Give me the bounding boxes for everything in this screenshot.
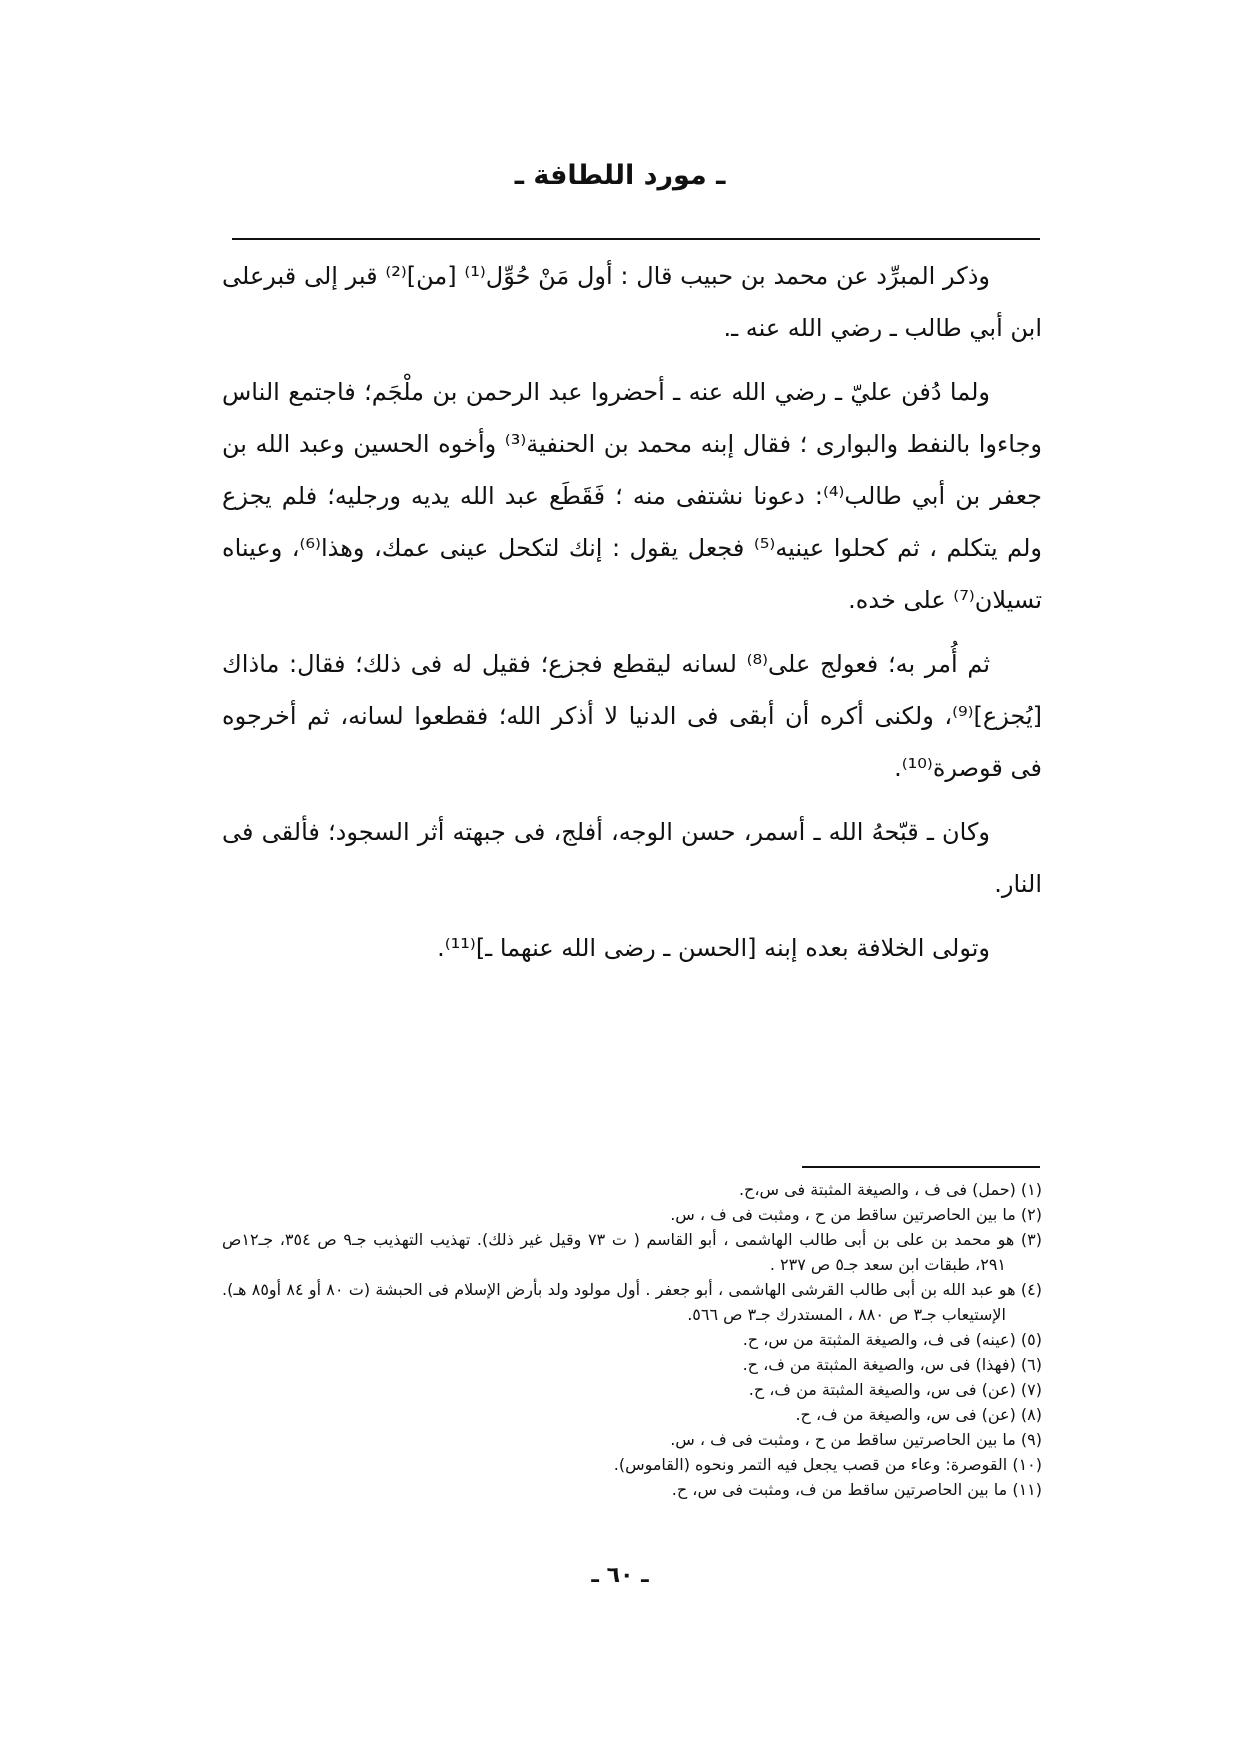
paragraph: وكان ـ قبّحهُ الله ـ أسمر، حسن الوجه، أفلج، فى جبهته أثر السجود؛ فألقى فى النار.	[222, 818, 1042, 898]
paragraph: وذكر المبرِّد عن محمد بن حبيب قال : أول مَنْ حُوِّل⁽¹⁾ [من]⁽²⁾ قبر إلى قبرعلى ابن أبي طالب ـ رضي الله عنه ـ.	[222, 262, 1042, 342]
footnote: (٨) (عن) فى س، والصيغة من ف، ح.	[795, 1405, 1042, 1424]
footnote: (٧) (عن) فى س، والصيغة المثبتة من ف، ح.	[748, 1380, 1042, 1399]
page-number: ـ ٦٠ ـ	[591, 1563, 649, 1588]
footnote: (٢) ما بين الحاصرتين ساقط من ح ، ومثبت فى ف ، س.	[670, 1205, 1042, 1224]
footnote-rule	[802, 1166, 1040, 1168]
footnotes	[222, 1177, 1042, 1502]
footnote: (٩) ما بين الحاصرتين ساقط من ح ، ومثبت فى ف ، س.	[670, 1430, 1042, 1449]
footnote: (٤) هو عبد الله بن أبى طالب القرشى الهاشمى ، أبو جعفر . أول مولود ولد بأرض الإسلام فى الحبشة (ت ٨٠ أو ٨٤ أو٨٥ هـ). الإستيعاب جـ٣ ص ٨٨٠ ، المستدرك جـ٣ ص ٥٦٦.	[222, 1280, 1042, 1324]
paragraph: ثم أُمر به؛ فعولج على⁽⁸⁾ لسانه ليقطع فجزع؛ فقيل له فى ذلك؛ فقال: ماذاك [يُجزع]⁽⁹⁾، ولكنى أكره أن أبقى فى الدنيا لا أذكر الله؛ فقطعوا لسانه، ثم أخرجوه فى قوصرة⁽¹⁰⁾.	[222, 650, 1042, 782]
body-text	[222, 250, 1042, 986]
footnote: (١) (حمل) فى ف ، والصيغة المثبتة فى س،ح.	[738, 1180, 1042, 1199]
paragraph: ولما دُفن عليّ ـ رضي الله عنه ـ أحضروا عبد الرحمن بن ملْجَم؛ فاجتمع الناس وجاءوا بالنفط والبوارى ؛ فقال إبنه محمد بن الحنفية⁽³⁾ وأخوه الحسين وعبد الله بن جعفر بن أبي طالب⁽⁴⁾: دعونا نشتفى منه ؛ فَقَطَع عبد الله يديه ورجليه؛ فلم يجزع ولم يتكلم ، ثم كحلوا عينيه⁽⁵⁾ فجعل يقول : إنك لتكحل عينى عمك، وهذا⁽⁶⁾، وعيناه تسيلان⁽⁷⁾ على خده.	[222, 378, 1043, 614]
footnote: (٥) (عينه) فى ف، والصيغة المثبتة من س، ح.	[742, 1330, 1042, 1349]
footnote: (٦) (فهذا) فى س، والصيغة المثبتة من ف، ح.	[742, 1355, 1042, 1374]
footnote: (١٠) القوصرة: وعاء من قصب يجعل فيه التمر ونحوه (القاموس).	[613, 1455, 1042, 1474]
footnote: (١١) ما بين الحاصرتين ساقط من ف، ومثبت فى س، ح.	[671, 1480, 1042, 1499]
footnote: (٣) هو محمد بن على بن أبى طالب الهاشمى ، أبو القاسم ( ت ٧٣ وقيل غير ذلك). تهذيب التهذيب جـ٩ ص ٣٥٤، جـ١٢ص ٢٩١، طبقات ابن سعد جـ٥ ص ٢٣٧ .	[222, 1230, 1043, 1274]
paragraph: وتولى الخلافة بعده إبنه [الحسن ـ رضى الله عنهما ـ]⁽¹¹⁾.	[437, 934, 990, 962]
running-head: ـ مورد اللطافة ـ	[514, 160, 726, 191]
header-rule	[232, 238, 1040, 240]
